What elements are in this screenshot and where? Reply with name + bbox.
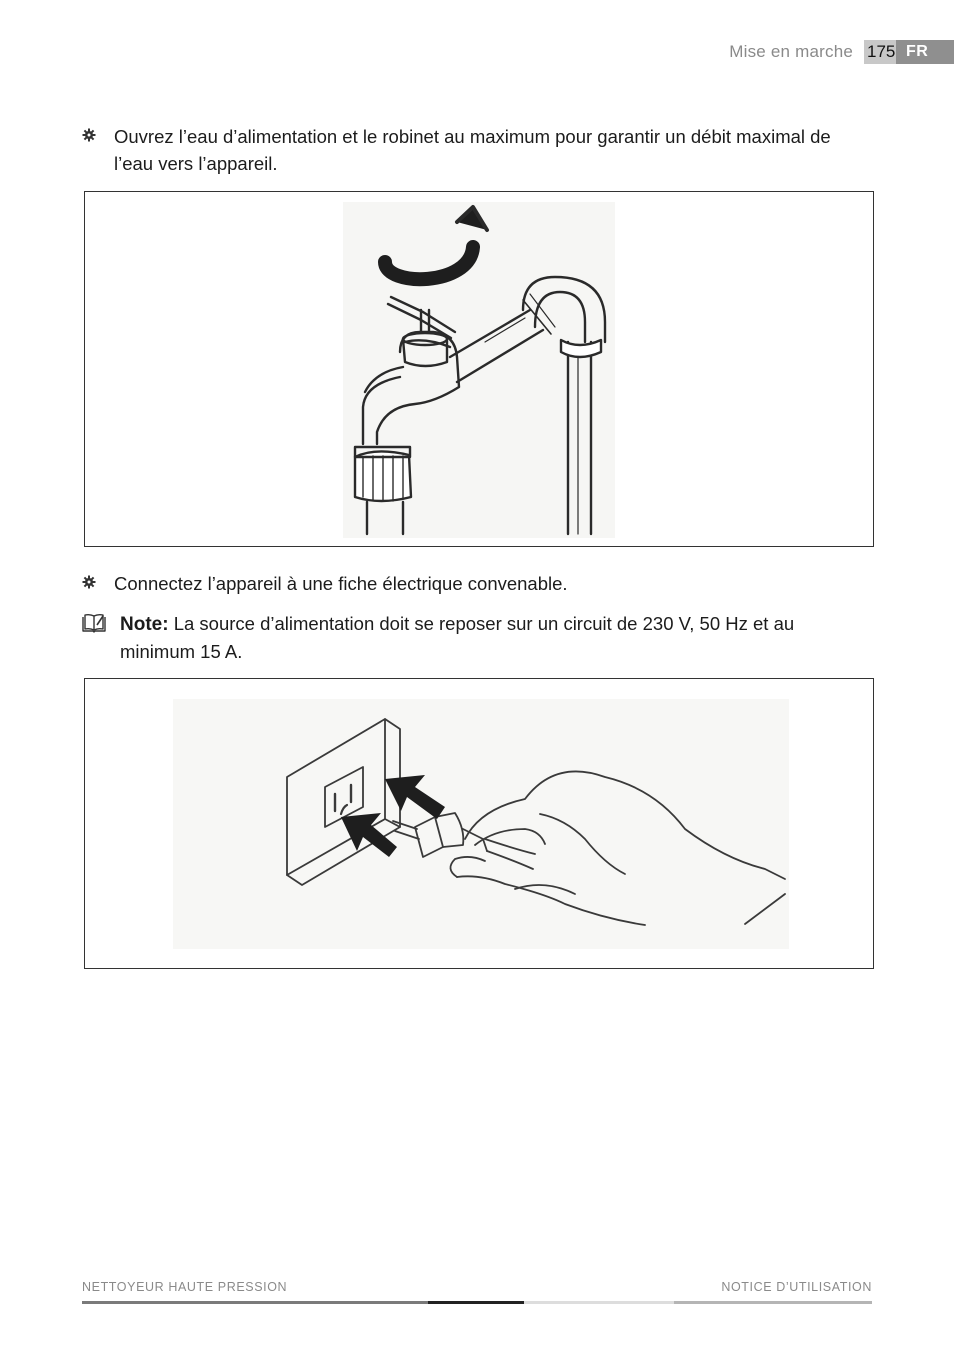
- faucet-illustration: [85, 192, 873, 546]
- note-body: La source d’alimentation doit se reposer sur un circuit de 230 V, 50 Hz et au minimum 15 A.: [120, 613, 795, 662]
- footer-bar-segment: [524, 1301, 674, 1304]
- footer-bar-segment: [82, 1301, 428, 1304]
- faucet-figure: [84, 191, 874, 547]
- instruction-text: Connectez l’appareil à une fiche électrique convenable.: [114, 573, 568, 594]
- footer-product-name: NETTOYEUR HAUTE PRESSION: [82, 1280, 288, 1294]
- page-number: 175: [864, 40, 896, 64]
- instruction-item: [82, 123, 842, 177]
- instruction-item: [82, 570, 842, 597]
- footer-document-title: NOTICE D’UTILISATION: [721, 1280, 872, 1294]
- note-text: [120, 610, 842, 665]
- language-tab: FR: [896, 40, 954, 64]
- note-block: [82, 610, 842, 665]
- instruction-text: Ouvrez l’eau d’alimentation et le robinet au maximum pour garantir un débit maximal de l’eau vers l’appareil.: [114, 126, 831, 174]
- footer-bar-segment: [428, 1301, 524, 1304]
- page-header: [729, 40, 954, 64]
- bullet-icon: [82, 128, 96, 142]
- footer-bar-segment: [674, 1301, 872, 1304]
- bullet-icon: [82, 575, 96, 589]
- book-icon: [82, 613, 106, 633]
- note-label: Note:: [120, 614, 169, 635]
- section-title: Mise en marche: [729, 42, 853, 61]
- plug-figure: [84, 678, 874, 969]
- plug-illustration: [85, 679, 873, 968]
